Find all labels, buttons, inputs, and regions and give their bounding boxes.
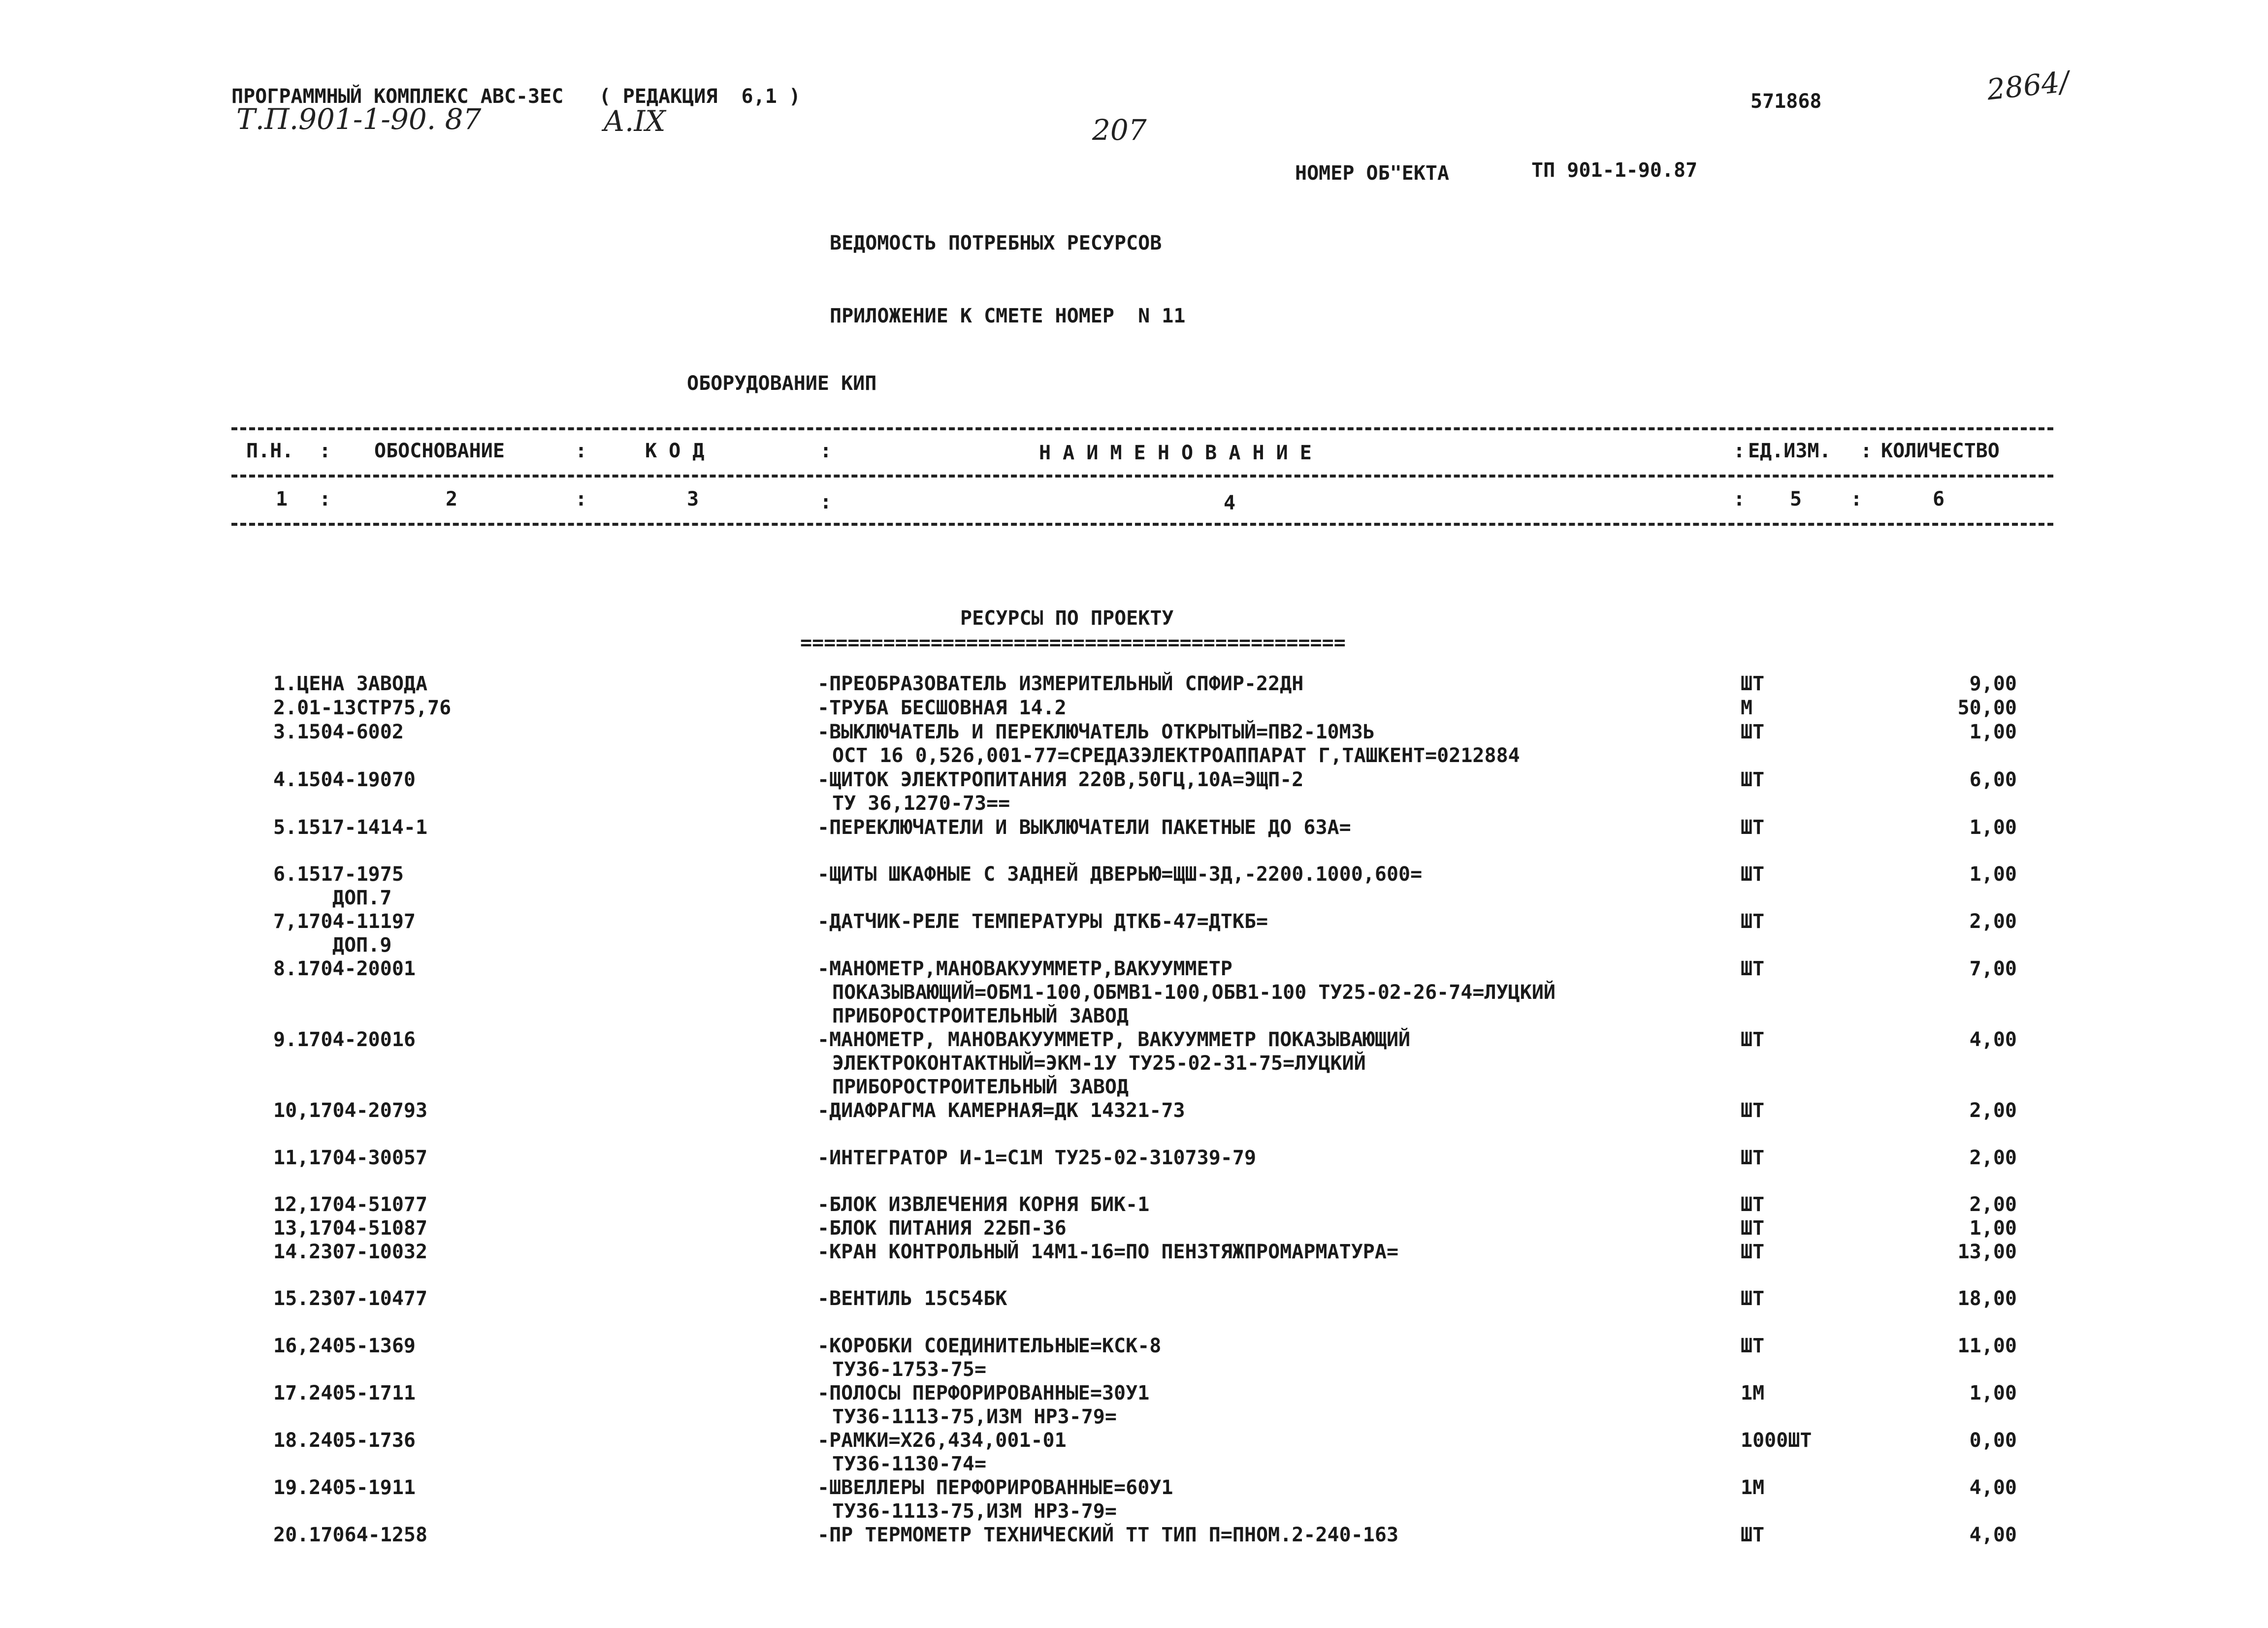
table-row (0, 1240, 2268, 1264)
row-description: -ВЕНТИЛЬ 15С54БК (817, 1287, 1007, 1310)
doc-number: 571868 (1750, 90, 1822, 113)
row-basis: 10,1704-20793 (273, 1099, 428, 1122)
table-row (0, 1099, 2268, 1122)
row-description: -МАНОМЕТР, МАНОВАКУУММЕТР, ВАКУУММЕТР ПОКАЗЫВАЮЩИЙ (817, 1028, 1411, 1051)
row-basis: 14.2307-10032 (273, 1241, 428, 1263)
header-col-name: Н А И М Е Н О В А Н И Е (1039, 442, 1312, 464)
row-unit: 1000ШТ (1741, 1429, 1812, 1452)
row-basis: 19.2405-1911 (273, 1476, 416, 1499)
row-unit: ШТ (1741, 958, 1765, 980)
row-basis: 20.17064-1258 (273, 1524, 428, 1546)
table-row (0, 1193, 2268, 1216)
row-description: -КОРОБКИ СОЕДИНИТЕЛЬНЫЕ=КСК-8 (817, 1335, 1162, 1357)
colnum-4: 4 (1224, 492, 1236, 514)
program-title: ПРОГРАММНЫЙ КОМПЛЕКС АВС-3ЕС ( РЕДАКЦИЯ 6,1 ) (231, 85, 801, 108)
colnum-5: 5 (1790, 488, 1802, 511)
colnum-sep-2: : (575, 488, 587, 511)
table-row (0, 1146, 2268, 1170)
header-sep-4: : (1733, 440, 1746, 462)
row-quantity: 11,00 (1957, 1335, 2017, 1357)
header-sep-1: : (319, 440, 331, 462)
colnum-sep-4: : (1733, 488, 1746, 511)
row-description: -ИНТЕГРАТОР И-1=С1М ТУ25-02-310739-79 (817, 1147, 1257, 1169)
handwritten-album: А.IX (603, 104, 666, 138)
row-unit: ШТ (1741, 863, 1765, 886)
row-quantity: 13,00 (1957, 1241, 2017, 1263)
row-description: -ЩИТОК ЭЛЕКТРОПИТАНИЯ 220В,50ГЦ,10А=ЭЩП-2 (817, 768, 1304, 791)
row-basis: 7,1704-11197 (273, 910, 416, 933)
row-basis: 2.01-13СТР75,76 (273, 697, 452, 719)
row-quantity: 4,00 (1969, 1028, 2017, 1051)
colnum-2: 2 (446, 488, 458, 511)
table-row (0, 768, 2268, 792)
header-sep-5: : (1860, 440, 1873, 462)
row-unit: ШТ (1741, 1193, 1765, 1216)
handwritten-page-number: 207 (1092, 113, 1147, 147)
table-row (0, 910, 2268, 933)
header-col-basis: ОБОСНОВАНИЕ (374, 440, 505, 462)
row-description: -ПЕРЕКЛЮЧАТЕЛИ И ВЫКЛЮЧАТЕЛИ ПАКЕТНЫЕ ДО 63А= (817, 816, 1351, 839)
row-description: -КРАН КОНТРОЛЬНЫЙ 14М1-16=ПО ПЕНЗТЯЖПРОМАРМАТУРА= (817, 1241, 1399, 1263)
row-continuation: ТУ36-1753-75= (832, 1358, 987, 1381)
row-quantity: 18,00 (1957, 1287, 2017, 1310)
row-description: -РАМКИ=Х26,434,001-01 (817, 1429, 1067, 1452)
table-row (0, 1476, 2268, 1500)
row-continuation: ТУ36-1113-75,ИЗМ НР3-79= (832, 1500, 1117, 1523)
row-unit: 1М (1741, 1382, 1765, 1405)
row-description: -БЛОК ИЗВЛЕЧЕНИЯ КОРНЯ БИК-1 (817, 1193, 1150, 1216)
row-unit: ШТ (1741, 1217, 1765, 1240)
row-quantity: 1,00 (1969, 863, 2017, 886)
row-description: -ДАТЧИК-РЕЛЕ ТЕМПЕРАТУРЫ ДТКБ-47=ДТКБ= (817, 910, 1268, 933)
row-unit: ШТ (1741, 1287, 1765, 1310)
resources-underline: ============================================== (800, 632, 1346, 654)
colnum-sep-5: : (1850, 488, 1863, 511)
row-unit: ШТ (1741, 1099, 1765, 1122)
row-quantity: 4,00 (1969, 1476, 2017, 1499)
object-value: ТП 901-1-90.87 (1531, 159, 1698, 182)
row-description: -ВЫКЛЮЧАТЕЛЬ И ПЕРЕКЛЮЧАТЕЛЬ ОТКРЫТЫЙ=ПВ2-10М3Ь (817, 721, 1375, 743)
row-continuation: ДОП.7 (332, 887, 392, 909)
section-title: ОБОРУДОВАНИЕ КИП (687, 372, 877, 395)
object-label: НОМЕР ОБ"ЕКТА (1295, 162, 1450, 185)
resources-title: РЕСУРСЫ ПО ПРОЕКТУ (960, 607, 1174, 630)
row-description: -ТРУБА БЕСШОВНАЯ 14.2 (817, 697, 1067, 719)
header-col-code: К О Д (645, 440, 705, 462)
table-row (0, 1028, 2268, 1052)
table-row (0, 1287, 2268, 1310)
colnum-sep-1: : (319, 488, 331, 511)
row-unit: 1М (1741, 1476, 1765, 1499)
row-description: -ПРЕОБРАЗОВАТЕЛЬ ИЗМЕРИТЕЛЬНЫЙ СПФИР-22ДН (817, 672, 1304, 695)
row-continuation: ПОКАЗЫВАЮЩИЙ=ОБМ1-100,ОБМВ1-100,ОБВ1-100 ТУ25-02-26-74=ЛУЦКИЙ (832, 981, 1556, 1004)
row-quantity: 1,00 (1969, 721, 2017, 743)
document-title: ВЕДОМОСТЬ ПОТРЕБНЫХ РЕСУРСОВ (830, 232, 1162, 255)
row-basis: 5.1517-1414-1 (273, 816, 428, 839)
row-unit: ШТ (1741, 768, 1765, 791)
table-row (0, 816, 2268, 839)
table-row (0, 1523, 2268, 1547)
table-bottom-rule (231, 523, 2053, 526)
table-row (0, 957, 2268, 981)
row-continuation: ПРИБОРОСТРОИТЕЛЬНЫЙ ЗАВОД (832, 1076, 1129, 1098)
row-description: -МАНОМЕТР,МАНОВАКУУММЕТР,ВАКУУММЕТР (817, 958, 1232, 980)
row-basis: 1.ЦЕНА ЗАВОДА (273, 672, 428, 695)
row-quantity: 2,00 (1969, 1099, 2017, 1122)
header-sep-3: : (820, 440, 832, 462)
table-top-rule (231, 427, 2053, 430)
row-basis: 16,2405-1369 (273, 1335, 416, 1357)
row-unit: ШТ (1741, 1028, 1765, 1051)
table-row (0, 862, 2268, 886)
header-col-unit: ЕД.ИЗМ. (1748, 440, 1831, 462)
row-quantity: 2,00 (1969, 1147, 2017, 1169)
colnum-6: 6 (1933, 488, 1945, 511)
row-quantity: 2,00 (1969, 1193, 2017, 1216)
table-row (0, 696, 2268, 720)
header-sep-2: : (575, 440, 587, 462)
row-quantity: 0,00 (1969, 1429, 2017, 1452)
row-basis: 4.1504-19070 (273, 768, 416, 791)
row-basis: 17.2405-1711 (273, 1382, 416, 1405)
row-quantity: 4,00 (1969, 1524, 2017, 1546)
row-description: -ШВЕЛЛЕРЫ ПЕРФОРИРОВАННЫЕ=60У1 (817, 1476, 1173, 1499)
row-basis: 8.1704-20001 (273, 958, 416, 980)
row-unit: ШТ (1741, 1335, 1765, 1357)
row-unit: ШТ (1741, 910, 1765, 933)
row-quantity: 50,00 (1957, 697, 2017, 719)
handwritten-corner-number: 2864/ (1985, 64, 2071, 107)
table-row (0, 1334, 2268, 1358)
row-description: -ДИАФРАГМА КАМЕРНАЯ=ДК 14321-73 (817, 1099, 1185, 1122)
row-continuation: ТУ36-1113-75,ИЗМ НР3-79= (832, 1405, 1117, 1428)
row-basis: 3.1504-6002 (273, 721, 404, 743)
row-continuation: ОСТ 16 0,526,001-77=СРЕДАЗЭЛЕКТРОАППАРАТ Г,ТАШКЕНТ=0212884 (832, 744, 1520, 767)
colnum-3: 3 (687, 488, 699, 511)
row-basis: 6.1517-1975 (273, 863, 404, 886)
row-description: -ПР ТЕРМОМЕТР ТЕХНИЧЕСКИЙ ТТ ТИП П=ПНОМ.2-240-163 (817, 1524, 1399, 1546)
row-basis: 18.2405-1736 (273, 1429, 416, 1452)
table-row (0, 1429, 2268, 1452)
row-quantity: 1,00 (1969, 1217, 2017, 1240)
header-col-qty: КОЛИЧЕСТВО (1881, 440, 2000, 462)
row-unit: ШТ (1741, 816, 1765, 839)
row-unit: ШТ (1741, 1147, 1765, 1169)
row-basis: 15.2307-10477 (273, 1287, 428, 1310)
row-basis: 9.1704-20016 (273, 1028, 416, 1051)
row-quantity: 6,00 (1969, 768, 2017, 791)
row-description: -ПОЛОСЫ ПЕРФОРИРОВАННЫЕ=30У1 (817, 1382, 1150, 1405)
table-row (0, 1381, 2268, 1405)
row-description: -ЩИТЫ ШКАФНЫЕ С ЗАДНЕЙ ДВЕРЬЮ=ЩШ-ЗД,-2200.1000,600= (817, 863, 1423, 886)
row-unit: М (1741, 697, 1753, 719)
document-subtitle: ПРИЛОЖЕНИЕ К СМЕТЕ НОМЕР N 11 (830, 305, 1186, 327)
row-quantity: 2,00 (1969, 910, 2017, 933)
row-quantity: 9,00 (1969, 672, 2017, 695)
row-continuation: ЭЛЕКТРОКОНТАКТНЫЙ=ЭКМ-1У ТУ25-02-31-75=ЛУЦКИЙ (832, 1052, 1366, 1075)
row-description: -БЛОК ПИТАНИЯ 22БП-36 (817, 1217, 1067, 1240)
row-basis: 11,1704-30057 (273, 1147, 428, 1169)
row-quantity: 1,00 (1969, 1382, 2017, 1405)
row-unit: ШТ (1741, 1241, 1765, 1263)
table-mid-rule (231, 475, 2053, 478)
row-continuation: ТУ36-1130-74= (832, 1453, 987, 1475)
header-col-pn: П.Н. (246, 440, 294, 462)
row-unit: ШТ (1741, 721, 1765, 743)
table-row (0, 1216, 2268, 1240)
handwritten-project-code: Т.П.901-1-90. 87 (236, 102, 482, 136)
row-basis: 12,1704-51077 (273, 1193, 428, 1216)
colnum-1: 1 (276, 488, 288, 511)
row-unit: ШТ (1741, 1524, 1765, 1546)
row-continuation: ДОП.9 (332, 934, 392, 957)
colnum-sep-3: : (820, 491, 832, 513)
row-quantity: 1,00 (1969, 816, 2017, 839)
table-row (0, 720, 2268, 744)
row-unit: ШТ (1741, 672, 1765, 695)
row-continuation: ПРИБОРОСТРОИТЕЛЬНЫЙ ЗАВОД (832, 1005, 1129, 1027)
row-quantity: 7,00 (1969, 958, 2017, 980)
row-basis: 13,1704-51087 (273, 1217, 428, 1240)
table-row (0, 672, 2268, 696)
row-continuation: ТУ 36,1270-73== (832, 792, 1010, 815)
